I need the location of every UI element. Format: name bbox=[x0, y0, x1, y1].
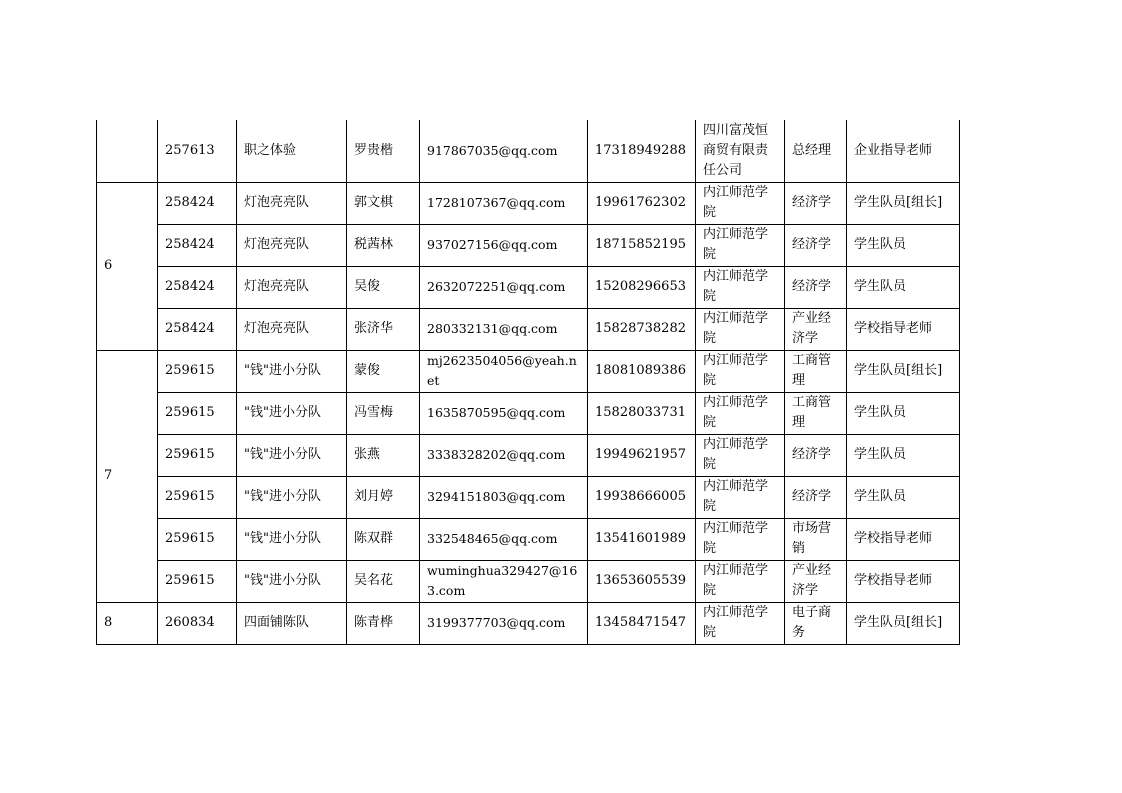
org-cell: 内江师范学院 bbox=[696, 560, 785, 602]
role-cell: 学生队员 bbox=[847, 224, 960, 266]
name-cell: 郭文棋 bbox=[347, 182, 420, 224]
name-cell: 陈双群 bbox=[347, 518, 420, 560]
major-cell: 电子商务 bbox=[785, 602, 847, 644]
code-cell: 259615 bbox=[158, 518, 237, 560]
org-cell: 内江师范学院 bbox=[696, 182, 785, 224]
org-cell: 内江师范学院 bbox=[696, 308, 785, 350]
code-cell: 259615 bbox=[158, 392, 237, 434]
name-cell: 吴俊 bbox=[347, 266, 420, 308]
code-cell: 259615 bbox=[158, 560, 237, 602]
team-cell: 灯泡亮亮队 bbox=[237, 182, 347, 224]
team-cell: 职之体验 bbox=[237, 120, 347, 182]
phone-cell: 15208296653 bbox=[588, 266, 696, 308]
team-cell: "钱"进小分队 bbox=[237, 350, 347, 392]
table-row bbox=[97, 476, 960, 518]
email-cell: mj2623504056@yeah.net bbox=[420, 350, 588, 392]
major-cell: 经济学 bbox=[785, 476, 847, 518]
email-cell: 280332131@qq.com bbox=[420, 308, 588, 350]
name-cell: 吴名花 bbox=[347, 560, 420, 602]
team-cell: "钱"进小分队 bbox=[237, 518, 347, 560]
group-number-cell bbox=[97, 120, 158, 182]
major-cell: 总经理 bbox=[785, 120, 847, 182]
team-cell: "钱"进小分队 bbox=[237, 476, 347, 518]
code-cell: 259615 bbox=[158, 476, 237, 518]
group-number-cell: 6 bbox=[97, 182, 158, 350]
role-cell: 学生队员 bbox=[847, 266, 960, 308]
table-row bbox=[97, 182, 960, 224]
team-cell: 四面铺陈队 bbox=[237, 602, 347, 644]
major-cell: 工商管理 bbox=[785, 392, 847, 434]
table-row bbox=[97, 266, 960, 308]
phone-cell: 18081089386 bbox=[588, 350, 696, 392]
phone-cell: 18715852195 bbox=[588, 224, 696, 266]
role-cell: 企业指导老师 bbox=[847, 120, 960, 182]
table-row bbox=[97, 120, 960, 182]
role-cell: 学生队员 bbox=[847, 476, 960, 518]
table-row bbox=[97, 602, 960, 644]
phone-cell: 19961762302 bbox=[588, 182, 696, 224]
role-cell: 学生队员 bbox=[847, 392, 960, 434]
phone-cell: 19949621957 bbox=[588, 434, 696, 476]
code-cell: 260834 bbox=[158, 602, 237, 644]
org-cell: 内江师范学院 bbox=[696, 476, 785, 518]
major-cell: 工商管理 bbox=[785, 350, 847, 392]
name-cell: 罗贵楷 bbox=[347, 120, 420, 182]
name-cell: 张济华 bbox=[347, 308, 420, 350]
org-cell: 内江师范学院 bbox=[696, 392, 785, 434]
code-cell: 259615 bbox=[158, 350, 237, 392]
role-cell: 学校指导老师 bbox=[847, 518, 960, 560]
team-cell: "钱"进小分队 bbox=[237, 560, 347, 602]
role-cell: 学生队员[组长] bbox=[847, 182, 960, 224]
org-cell: 内江师范学院 bbox=[696, 434, 785, 476]
email-cell: 3199377703@qq.com bbox=[420, 602, 588, 644]
org-cell: 四川富茂恒商贸有限责任公司 bbox=[696, 120, 785, 182]
table-row bbox=[97, 224, 960, 266]
team-cell: 灯泡亮亮队 bbox=[237, 308, 347, 350]
code-cell: 257613 bbox=[158, 120, 237, 182]
major-cell: 市场营销 bbox=[785, 518, 847, 560]
major-cell: 产业经济学 bbox=[785, 308, 847, 350]
phone-cell: 13653605539 bbox=[588, 560, 696, 602]
role-cell: 学校指导老师 bbox=[847, 308, 960, 350]
major-cell: 经济学 bbox=[785, 182, 847, 224]
email-cell: 2632072251@qq.com bbox=[420, 266, 588, 308]
name-cell: 蒙俊 bbox=[347, 350, 420, 392]
email-cell: 1728107367@qq.com bbox=[420, 182, 588, 224]
team-cell: "钱"进小分队 bbox=[237, 434, 347, 476]
role-cell: 学生队员 bbox=[847, 434, 960, 476]
code-cell: 258424 bbox=[158, 266, 237, 308]
email-cell: 937027156@qq.com bbox=[420, 224, 588, 266]
phone-cell: 19938666005 bbox=[588, 476, 696, 518]
name-cell: 张燕 bbox=[347, 434, 420, 476]
email-cell: 1635870595@qq.com bbox=[420, 392, 588, 434]
table-row bbox=[97, 518, 960, 560]
table-body bbox=[97, 120, 960, 644]
name-cell: 冯雪梅 bbox=[347, 392, 420, 434]
major-cell: 经济学 bbox=[785, 224, 847, 266]
team-cell: 灯泡亮亮队 bbox=[237, 224, 347, 266]
table-row bbox=[97, 350, 960, 392]
org-cell: 内江师范学院 bbox=[696, 266, 785, 308]
org-cell: 内江师范学院 bbox=[696, 518, 785, 560]
phone-cell: 15828738282 bbox=[588, 308, 696, 350]
group-number-cell: 8 bbox=[97, 602, 158, 644]
major-cell: 经济学 bbox=[785, 266, 847, 308]
role-cell: 学生队员[组长] bbox=[847, 350, 960, 392]
team-cell: "钱"进小分队 bbox=[237, 392, 347, 434]
code-cell: 259615 bbox=[158, 434, 237, 476]
code-cell: 258424 bbox=[158, 182, 237, 224]
table-row bbox=[97, 434, 960, 476]
code-cell: 258424 bbox=[158, 308, 237, 350]
name-cell: 税茜林 bbox=[347, 224, 420, 266]
phone-cell: 17318949288 bbox=[588, 120, 696, 182]
org-cell: 内江师范学院 bbox=[696, 602, 785, 644]
role-cell: 学校指导老师 bbox=[847, 560, 960, 602]
major-cell: 产业经济学 bbox=[785, 560, 847, 602]
table-row bbox=[97, 560, 960, 602]
name-cell: 陈青桦 bbox=[347, 602, 420, 644]
table-row bbox=[97, 392, 960, 434]
code-cell: 258424 bbox=[158, 224, 237, 266]
team-cell: 灯泡亮亮队 bbox=[237, 266, 347, 308]
email-cell: 3294151803@qq.com bbox=[420, 476, 588, 518]
role-cell: 学生队员[组长] bbox=[847, 602, 960, 644]
phone-cell: 13458471547 bbox=[588, 602, 696, 644]
name-cell: 刘月婷 bbox=[347, 476, 420, 518]
phone-cell: 15828033731 bbox=[588, 392, 696, 434]
group-number-cell: 7 bbox=[97, 350, 158, 602]
participant-table bbox=[96, 120, 960, 645]
email-cell: wuminghua329427@163.com bbox=[420, 560, 588, 602]
table-row bbox=[97, 308, 960, 350]
email-cell: 3338328202@qq.com bbox=[420, 434, 588, 476]
phone-cell: 13541601989 bbox=[588, 518, 696, 560]
org-cell: 内江师范学院 bbox=[696, 350, 785, 392]
org-cell: 内江师范学院 bbox=[696, 224, 785, 266]
email-cell: 332548465@qq.com bbox=[420, 518, 588, 560]
major-cell: 经济学 bbox=[785, 434, 847, 476]
email-cell: 917867035@qq.com bbox=[420, 120, 588, 182]
